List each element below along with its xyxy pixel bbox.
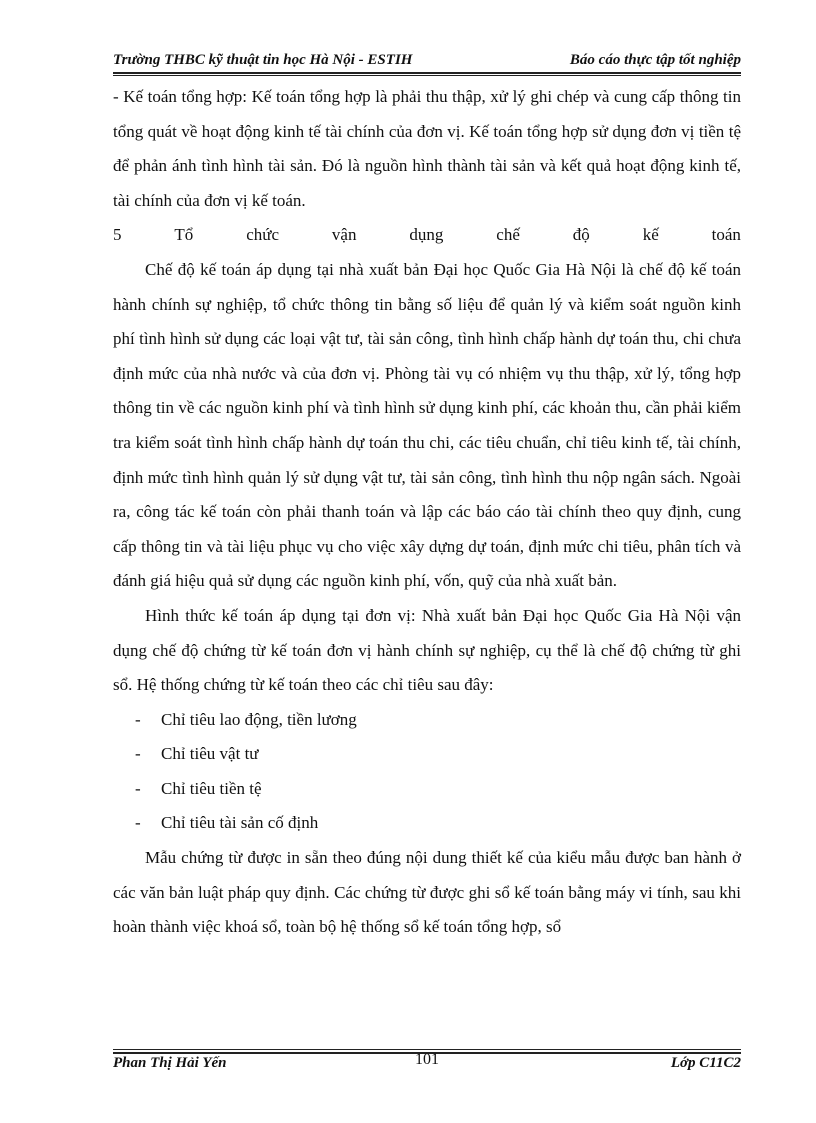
list-item <box>113 703 741 738</box>
footer-author: Phan Thị Hải Yến <box>113 1055 227 1071</box>
bullet-dash: - <box>135 744 141 764</box>
paragraph-accounting-regime: Chế độ kế toán áp dụng tại nhà xuất bản Đại học Quốc Gia Hà Nội là chế độ kế toán hành chính sự nghiệp, tổ chức thông tin bằng số liệu để quản lý và kiểm soát nguồn kinh phí tình hình sử dụng các loại vật tư, tài sản công, tình hình chấp hành dự toán thu, chi chưa định mức của nhà nước và của đơn vị. Phòng tài vụ có nhiệm vụ thu thập, xử lý, tổng hợp thông tin về các nguồn kinh phí và tình hình sử dụng kinh phí, các khoản thu, cần phải kiểm tra kiểm soát tình hình chấp hành dự toán thu chi, các tiêu chuẩn, chỉ tiêu kinh tế, tài chính, định mức tình hình quản lý sử dụng vật tư, tài sản công, tình hình thu nộp ngân sách. Ngoài ra, công tác kế toán còn phải thanh toán và lập các báo cáo tài chính theo quy định, cung cấp thông tin và tài liệu phục vụ cho việc xây dựng dự toán, định mức chi tiêu, phân tích và đánh giá hiệu quả sử dụng các nguồn kinh phí, vốn, quỹ của nhà xuất bản. <box>113 259 741 591</box>
section-heading <box>113 218 741 253</box>
list-item <box>113 806 741 841</box>
bullet-dash: - <box>135 813 141 833</box>
header-report-title: Báo cáo thực tập tốt nghiệp <box>569 52 741 68</box>
paragraph-accounting-form: Hình thức kế toán áp dụng tại đơn vị: Nhà xuất bản Đại học Quốc Gia Hà Nội vận dụng chế độ chứng từ kế toán đơn vị hành chính sự nghiệp, cụ thể là chế độ chứng từ ghi sổ. Hệ thống chứng từ kế toán theo các chỉ tiêu sau đây: <box>113 605 741 695</box>
section-heading-word: kế <box>642 225 659 245</box>
bullet-dash: - <box>135 778 141 798</box>
indicator-list <box>113 703 741 841</box>
section-heading-word: 5 <box>113 225 122 245</box>
section-heading-word: vận <box>331 225 357 245</box>
section-heading-word: toán <box>711 225 741 245</box>
list-item-text: Chỉ tiêu vật tư <box>161 744 259 764</box>
list-item <box>113 737 741 772</box>
section-heading-word: chế <box>496 225 520 245</box>
list-item-text: Chỉ tiêu tiền tệ <box>161 778 262 798</box>
header-school-name: Trường THBC kỹ thuật tin học Hà Nội - ESTIH <box>113 52 413 68</box>
list-item-text: Chỉ tiêu tài sản cố định <box>161 813 319 833</box>
footer-class-name: Lớp C11C2 <box>670 1055 741 1071</box>
footer-rule-thin <box>113 1049 741 1050</box>
list-item-text: Chỉ tiêu lao động, tiền lương <box>161 709 357 729</box>
section-heading-word: chức <box>246 225 280 245</box>
paragraph-printed-forms: Mẫu chứng từ được in sẵn theo đúng nội dung thiết kế của kiểu mẫu được ban hành ở các văn bản luật pháp quy định. Các chứng từ được ghi sổ kế toán bằng máy vi tính, sau khi hoàn thành việc khoá sổ, toàn bộ hệ thống sổ kế toán tổng hợp, sổ <box>113 848 741 937</box>
header-rule-thin <box>113 75 741 76</box>
paragraph-general-accounting: - Kế toán tổng hợp: Kế toán tổng hợp là phải thu thập, xử lý ghi chép và cung cấp thông tin tổng quát về hoạt động kinh tế tài chính của đơn vị. Kế toán tổng hợp sử dụng đơn vị tiền tệ để phản ánh tình hình tài sản. Đó là nguồn hình thành tài sản và kết quả hoạt động kinh tế, tài chính của đơn vị kế toán. <box>113 87 741 210</box>
bullet-dash: - <box>135 709 141 729</box>
header-rule <box>113 72 741 74</box>
page-header <box>113 52 741 69</box>
section-heading-word: độ <box>572 225 590 245</box>
list-item <box>113 772 741 807</box>
section-heading-word: Tổ <box>174 225 194 245</box>
section-heading-word: dụng <box>409 225 444 245</box>
page-body <box>113 80 741 945</box>
page-number: 101 <box>415 1051 439 1068</box>
